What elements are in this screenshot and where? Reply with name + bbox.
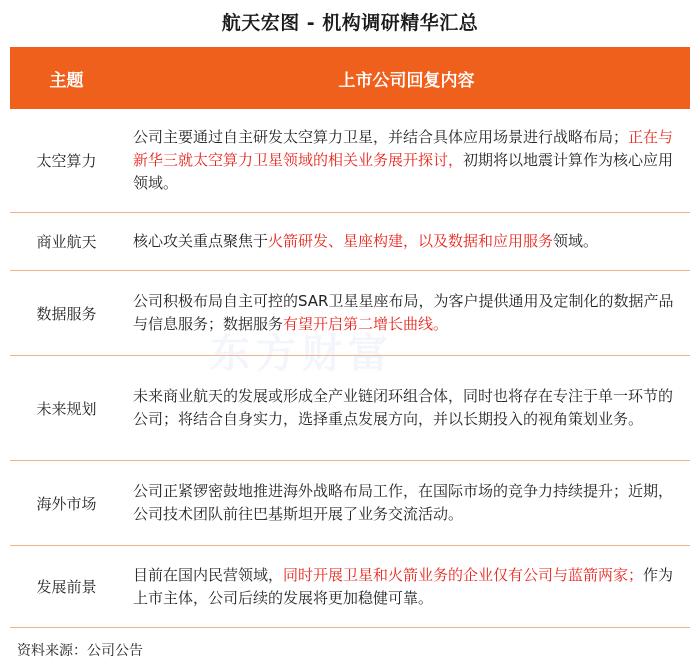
row-topic: 数据服务: [36, 304, 97, 323]
row-content: [123, 126, 690, 195]
watermark: 东方财富: [210, 331, 394, 377]
content-text: 公司积极布局自主可控的SAR卫星星座布局，为客户提供通用及定制化的数据产品与信息服务；数据服务: [133, 292, 674, 333]
table-row: [10, 271, 690, 356]
table-header: [10, 47, 690, 109]
content-text: 领域。: [553, 232, 599, 250]
content-text: 核心攻关重点聚焦于: [133, 232, 269, 250]
row-topic: 商业航天: [36, 233, 97, 251]
row-topic: 发展前景: [36, 578, 97, 596]
content-text: 作为上市主体，公司后续的发展将更加稳健可靠。: [133, 565, 674, 607]
highlighted-text: 同时开展卫星和火箭业务的企业仅有公司与蓝箭两家；: [283, 565, 644, 584]
table-row: [10, 213, 690, 271]
row-content: [123, 385, 690, 431]
table-row: [10, 461, 690, 546]
content-text: 未来商业航天的发展或形成全产业链闭环组合体，同时也将存在专注于单一环节的公司；将结合自身实力，选择重点发展方向，并以长期投入的视角策划业务。: [133, 387, 674, 428]
table-row: [10, 109, 690, 213]
row-topic: 海外市场: [36, 494, 97, 513]
table-row: [10, 546, 690, 628]
content-text: 初期将以地震计算作为核心应用领域。: [133, 151, 674, 192]
content-text: 目前在国内民营领域，: [133, 565, 284, 584]
summary-table: [10, 47, 690, 628]
content-text: 公司正紧锣密鼓地推进海外战略布局工作，在国际市场的竞争力持续提升；近期，公司技术团队前往巴基斯坦开展了业务交流活动。: [133, 482, 674, 523]
row-content: [123, 230, 690, 253]
row-topic: 未来规划: [36, 399, 97, 418]
table-row: [10, 356, 690, 461]
highlighted-text: 火箭研发、星座构建，以及数据和应用服务: [268, 232, 554, 250]
highlighted-text: 有望开启第二增长曲线。: [283, 315, 449, 333]
page-title: 航天宏图 - 机构调研精华汇总: [221, 12, 479, 34]
row-content: [123, 564, 690, 610]
row-content: [123, 290, 690, 336]
content-text: 公司主要通过自主研发太空算力卫星，并结合具体应用场景进行战略布局；: [133, 128, 629, 146]
header-content: 上市公司回复内容: [338, 70, 475, 91]
highlighted-text: 正在与新华三就太空算力卫星领域的相关业务展开探讨，: [133, 128, 674, 169]
row-content: [123, 480, 690, 526]
row-topic: 太空算力: [36, 152, 97, 170]
source-note: 资料来源：公司公告: [17, 643, 143, 659]
header-topic: 主题: [49, 70, 84, 91]
